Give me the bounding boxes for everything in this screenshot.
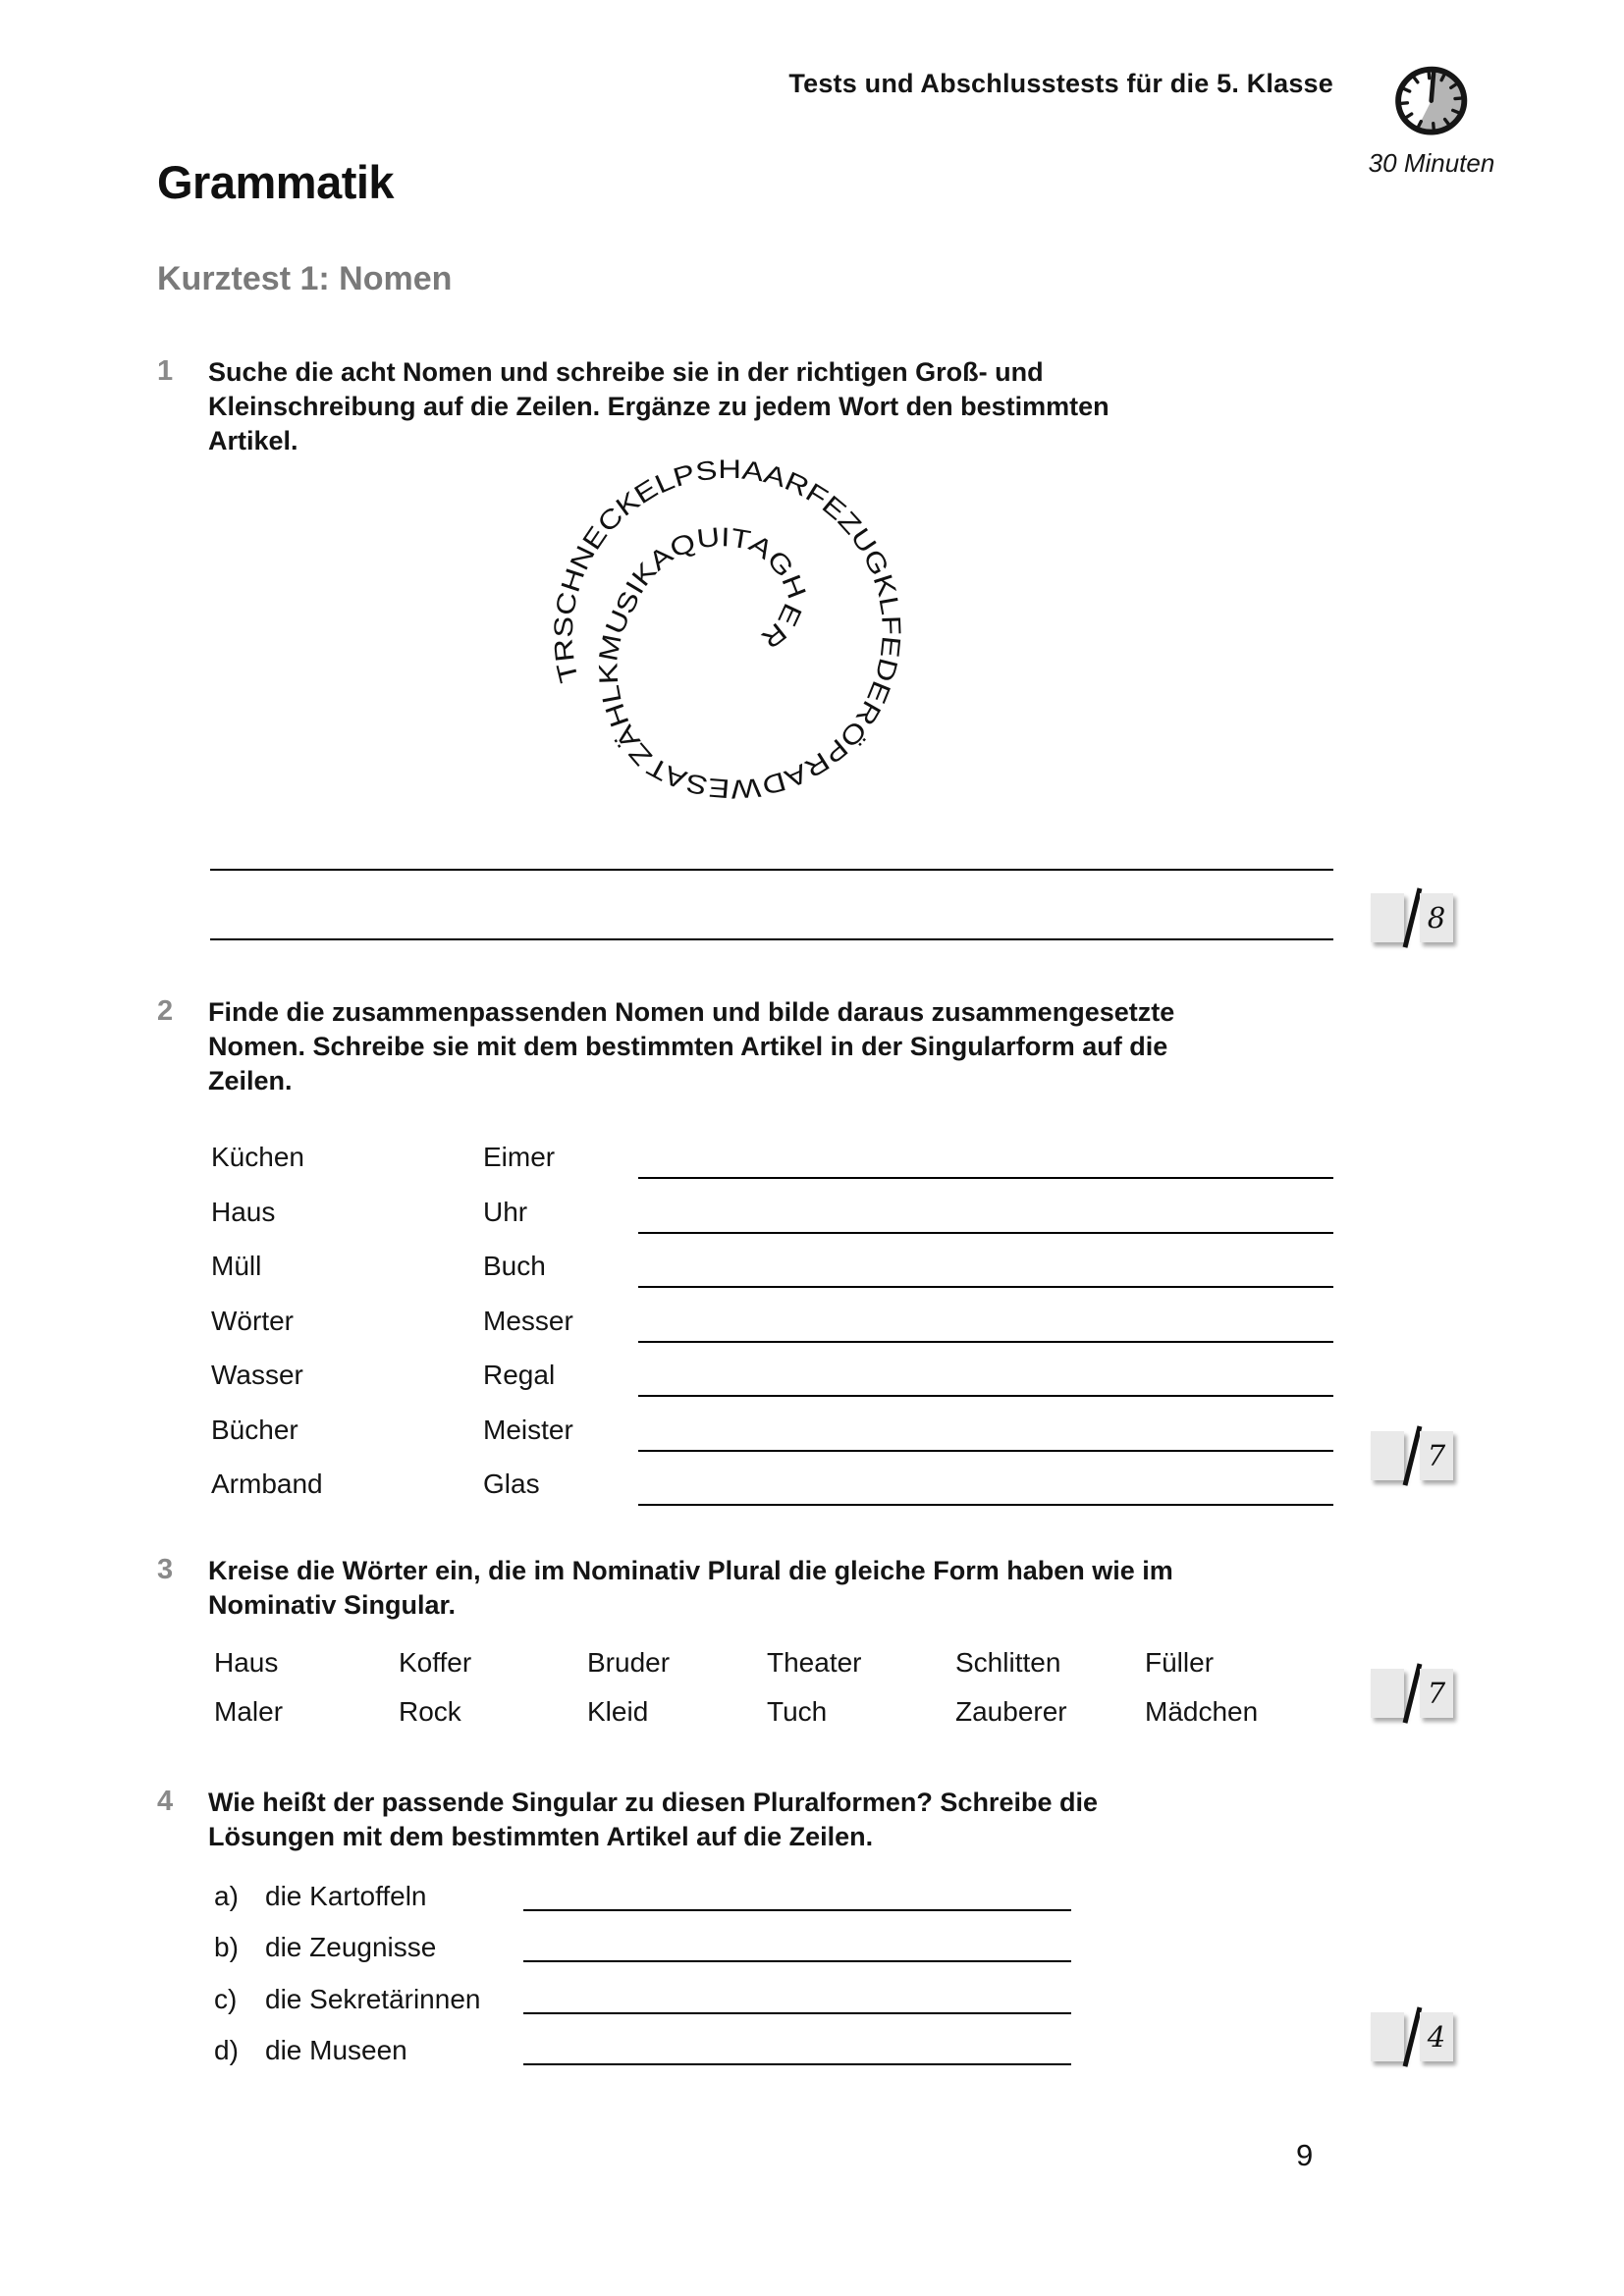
pair-word-left: Bücher: [211, 1414, 298, 1445]
word: Bruder: [587, 1647, 671, 1678]
score-max-box: 7: [1420, 1431, 1453, 1480]
pair-word-left: Küchen: [211, 1142, 304, 1172]
task1-number: 1: [157, 355, 174, 387]
word: Mädchen: [1145, 1696, 1259, 1727]
score-widget-task2: [1371, 1431, 1459, 1484]
timer-badge: [1363, 63, 1500, 179]
pair-word-left: Wörter: [211, 1305, 294, 1336]
task2-number: 2: [157, 995, 174, 1027]
circle-words-list: [214, 1643, 1333, 1741]
task3-instruction: [208, 1554, 1357, 1623]
running-title: Tests und Abschlusstests für die 5. Klasse: [788, 69, 1333, 98]
pair-row: [211, 1192, 1333, 1247]
plural-items-list: [214, 1877, 1098, 2082]
score-input-box[interactable]: [1371, 2012, 1404, 2061]
score-widget-task3: [1371, 1669, 1459, 1722]
word: Kleid: [587, 1696, 649, 1727]
instruction-line: Finde die zusammenpassenden Nomen und bilde daraus zusammengesetzte: [208, 997, 1175, 1027]
answer-line[interactable]: [210, 869, 1333, 871]
pair-word-right: Glas: [483, 1468, 540, 1499]
score-max-box: 4: [1420, 2012, 1453, 2061]
task4-instruction: [208, 1786, 1357, 1854]
pair-row: [211, 1410, 1333, 1465]
item-row: [214, 1877, 1098, 1928]
pair-row: [211, 1137, 1333, 1192]
word: Theater: [767, 1647, 862, 1678]
pair-word-right: Meister: [483, 1414, 573, 1445]
word: Haus: [214, 1647, 279, 1678]
answer-line[interactable]: [638, 1232, 1333, 1234]
instruction-line: Kreise die Wörter ein, die im Nominativ Plural die gleiche Form haben wie im: [208, 1556, 1173, 1585]
words-row: [214, 1643, 1333, 1692]
pair-word-left: Müll: [211, 1251, 262, 1281]
answer-line[interactable]: [523, 2012, 1071, 2014]
word: Maler: [214, 1696, 284, 1727]
answer-line[interactable]: [210, 938, 1333, 940]
score-input-box[interactable]: [1371, 1431, 1404, 1480]
answer-line[interactable]: [638, 1395, 1333, 1397]
pair-row: [211, 1301, 1333, 1356]
item-row: [214, 1980, 1098, 2031]
item-letter: a): [214, 1881, 239, 1911]
answer-line[interactable]: [638, 1504, 1333, 1506]
answer-line[interactable]: [638, 1341, 1333, 1343]
pair-word-left: Haus: [211, 1196, 276, 1227]
pair-word-right: Regal: [483, 1360, 556, 1390]
item-letter: b): [214, 1932, 239, 1963]
task3-number: 3: [157, 1554, 174, 1585]
pair-row: [211, 1464, 1333, 1519]
item-text: die Museen: [265, 2034, 407, 2065]
pair-row: [211, 1355, 1333, 1410]
page-number: 9: [1296, 2138, 1314, 2172]
words-row: [214, 1692, 1333, 1741]
score-max-box: 8: [1420, 893, 1453, 942]
pair-word-left: Wasser: [211, 1360, 303, 1390]
word: Zauberer: [955, 1696, 1067, 1727]
task2-instruction: [208, 995, 1357, 1098]
word-spiral-text: TRSCHNECKELPSHAARFEZUGKLFEDERÖPRADWESATZÄHLKMUSIKAQUITAGHER: [548, 454, 906, 804]
pair-word-right: Buch: [483, 1251, 546, 1281]
instruction-line: Artikel.: [208, 426, 298, 455]
pair-word-right: Eimer: [483, 1142, 556, 1172]
answer-line[interactable]: [523, 1909, 1071, 1911]
score-widget-task4: [1371, 2012, 1459, 2065]
word: Koffer: [399, 1647, 472, 1678]
page-title: Grammatik: [157, 156, 395, 208]
word-spiral: [525, 447, 938, 820]
item-row: [214, 1928, 1098, 1979]
instruction-line: Nominativ Singular.: [208, 1590, 457, 1620]
score-input-box[interactable]: [1371, 1669, 1404, 1718]
answer-line[interactable]: [523, 1960, 1071, 1962]
score-widget-task1: [1371, 893, 1459, 946]
instruction-line: Zeilen.: [208, 1066, 293, 1095]
instruction-line: Nomen. Schreibe sie mit dem bestimmten Artikel in der Singularform auf die: [208, 1032, 1168, 1061]
pair-row: [211, 1246, 1333, 1301]
answer-line[interactable]: [638, 1286, 1333, 1288]
timer-label: 30 Minuten: [1368, 148, 1495, 178]
pair-word-right: Uhr: [483, 1196, 528, 1227]
task4-number: 4: [157, 1786, 174, 1817]
item-text: die Sekretärinnen: [265, 1983, 481, 2014]
page-subtitle: Kurztest 1: Nomen: [157, 260, 453, 297]
item-row: [214, 2031, 1098, 2082]
word: Rock: [399, 1696, 461, 1727]
instruction-line: Suche die acht Nomen und schreibe sie in der richtigen Groß- und: [208, 357, 1044, 387]
instruction-line: Kleinschreibung auf die Zeilen. Ergänze zu jedem Wort den bestimmten: [208, 392, 1110, 421]
clock-icon: [1386, 59, 1476, 148]
word: Füller: [1145, 1647, 1215, 1678]
task1-instruction: [208, 355, 1357, 458]
answer-line[interactable]: [523, 2063, 1071, 2065]
instruction-line: Lösungen mit dem bestimmten Artikel auf die Zeilen.: [208, 1822, 874, 1851]
item-text: die Kartoffeln: [265, 1881, 427, 1911]
pair-word-right: Messer: [483, 1305, 573, 1336]
answer-line[interactable]: [638, 1450, 1333, 1452]
noun-pairs-list: [211, 1137, 1333, 1519]
word: Tuch: [767, 1696, 828, 1727]
instruction-line: Wie heißt der passende Singular zu diesen Pluralformen? Schreibe die: [208, 1788, 1098, 1817]
item-text: die Zeugnisse: [265, 1932, 437, 1963]
score-input-box[interactable]: [1371, 893, 1404, 942]
score-max-box: 7: [1420, 1669, 1453, 1718]
pair-word-left: Armband: [211, 1468, 323, 1499]
item-letter: d): [214, 2034, 239, 2065]
answer-line[interactable]: [638, 1177, 1333, 1179]
item-letter: c): [214, 1983, 238, 2014]
word: Schlitten: [955, 1647, 1061, 1678]
